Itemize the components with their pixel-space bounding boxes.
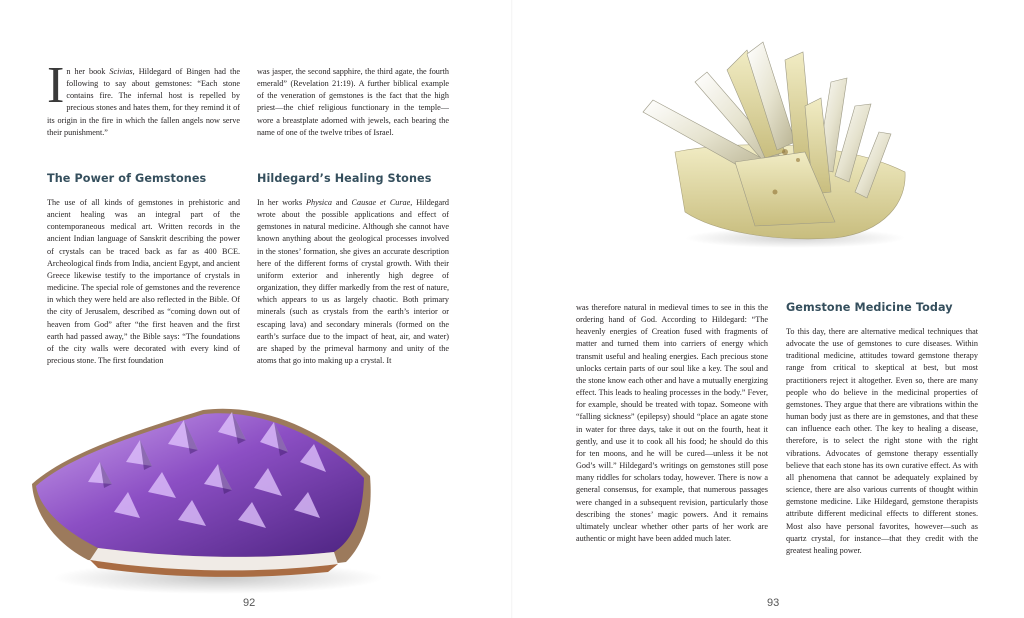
column-two-intro (257, 66, 449, 139)
right-col1-text: was therefore natural in medieval times to see in this the ordering hand of God. According to Hildegard: “The heavenly energies of Creation fused with fragments of matter and turned them into carriers of energy which transmit useful and healing energies. Each precious stone unlocks certain parts of our soul like a key. The soul and the stone know each other and have a mutually energizing effect. This leads to healing processes in the body.” Fever, for example, should be treated with topaz. Someone with “falling sickness” (epilepsy) should “place an agate stone in water for three days, take it out on the fourth, heat it gently, and use it to cook all his food; he should do this for ten moons, and he will be cured—unless it be not God’s will.” Hildegard’s writings on gemstones still pose many riddles for scholars today, however. There is now a general consensus, for example, that numerous passages were changed in a subsequent revision, particularly those describing the stones’ magic powers. And it remains ultimately unclear whether other parts of her work are authentic or might have been added much later. (576, 303, 768, 543)
quartz-cluster-icon (635, 42, 935, 250)
page-number-92: 92 (243, 597, 256, 609)
healing-column (257, 197, 449, 367)
intro-text: n her book Scivias, Hildegard of Bingen had the following to say about gemstones: “Each stone contains fire. The infernal host is repelled by precious stones and hates them, for they remind it of its origin in the fire in which the fallen angels now serve their punishment.” (47, 67, 240, 137)
amethyst-cluster-icon (28, 392, 378, 597)
right-column-one (576, 302, 768, 545)
heading-hildegards-healing-stones: Hildegard’s Healing Stones (257, 172, 432, 185)
col2-intro-text: was jasper, the second sapphire, the third agate, the fourth emerald” (Revelation 21:19). A further biblical example of the veneration of gemstones is the fact that the high priest—the chief religious functionary in the temple—wore a breastplate adorned with jewels, each bearing the name of one of the twelve tribes of Israel. (257, 67, 449, 137)
power-column (47, 197, 240, 367)
heading-gemstone-medicine-today: Gemstone Medicine Today (786, 301, 953, 314)
healing-text: In her works Physica and Causae et Curae, Hildegard wrote about the possible applications and effect of gemstones in natural medicine. Although she cannot have known anything about the geological processes involved in the stones’ formation, she gives an accurate description here of the different forms of crystal growth. With their uniform exterior and inherently high degree of organization, they differ markedly from the rest of nature, which appears to us as largely chaotic. Both primary minerals (such as crystals from the earth’s interior or escaping lava) and secondary minerals (formed on the earth’s surface due to the impact of heat, air, and water) are shaped by the primeval harmony and unity of the atoms that go into making up a crystal. It (257, 198, 449, 366)
intro-paragraph (47, 57, 240, 139)
heading-power-of-gemstones: The Power of Gemstones (47, 172, 207, 185)
drop-cap: I (47, 57, 65, 114)
today-column (786, 326, 978, 557)
gutter (511, 0, 513, 618)
today-text: To this day, there are alternative medical techniques that advocate the use of gemstones to cure diseases. Within traditional medicine, attitudes toward gemstone therapy range from critical to skeptical at best, but most practitioners reject it altogether. Even so, there are many people who do believe in the medicinal properties of gemstones. They argue that there are vibrations within the human body just as there are in gemstones, and that these can influence each other. The key to healing a disease, therefore, is to select the right stone with the right vibrations. Advocates of gemstone therapy essentially believe that each stone has its own curative effect. As with all phenomena that cannot be adequately explained by science, there are also various currents of thought within gemstone medicine. Like Hildegard, gemstone therapists attribute different medicinal effects to different stones. Most also have personal favorites, however—such as quartz crystal, for instance—that they credit with the greatest healing power. (786, 327, 978, 555)
page-number-93: 93 (767, 597, 780, 609)
power-text: The use of all kinds of gemstones in prehistoric and ancient healing was an integral part of the contemporaneous medical art. Written records in the ancient Indian language of Sanskrit describing the power of crystals can be traced back as far as 400 BCE. Archeological finds from India, ancient Egypt, and ancient Greece likewise testify to the importance of crystals in medicine. The special role of gemstones and the reverence in which they were held are also reflected in the Bible. Of the city of Jerusalem, described as “coming down out of heaven from God” after “the first heaven and the first earth had passed away,” the Bible says: “The foundations of the city walls were decorated with every kind of precious stone. The first foundation (47, 198, 240, 366)
